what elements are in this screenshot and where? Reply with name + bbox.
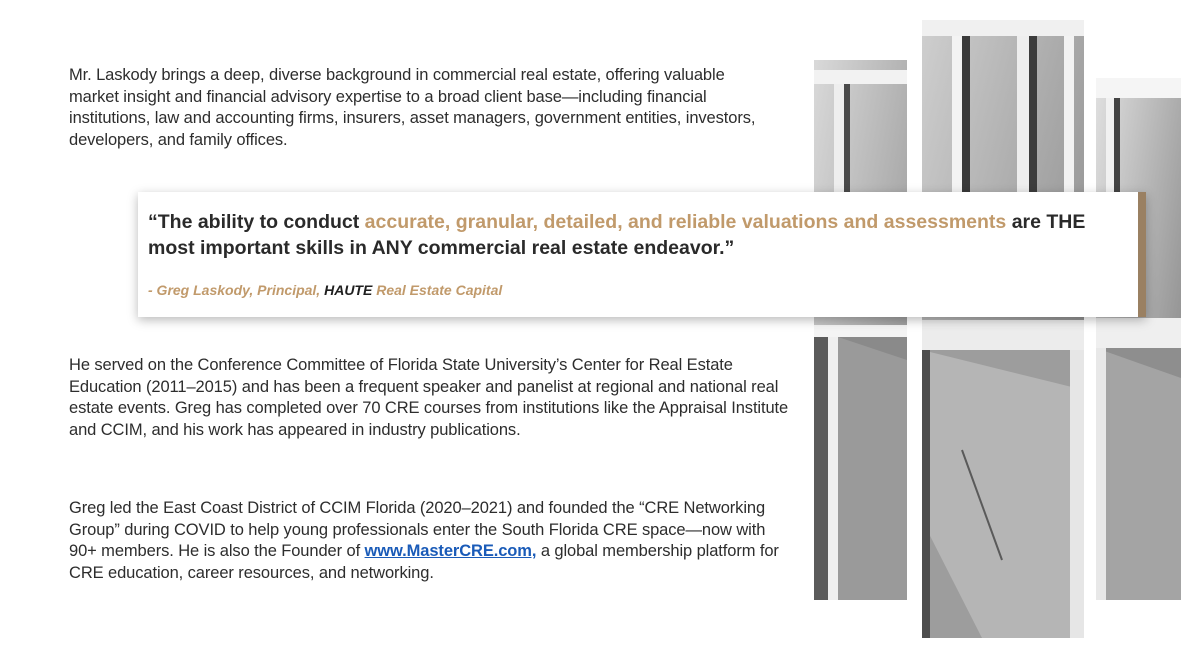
quote-text-part1: “The ability to conduct	[148, 211, 365, 233]
building-image-strip-1	[814, 60, 907, 600]
building-image-strip-3	[1096, 78, 1181, 600]
quote-text	[148, 209, 1123, 261]
mastercre-link[interactable]: www.MasterCRE.com,	[364, 542, 537, 560]
attribution-prefix: - Greg Laskody, Principal,	[148, 282, 325, 298]
attribution-suffix: Real Estate Capital	[372, 282, 503, 298]
leadership-text-after-link: a global membership platform for CRE education, career resources, and networking.	[69, 542, 779, 582]
quote-attribution	[148, 282, 502, 298]
leadership-text-before-link: Greg led the East Coast District of CCIM Florida (2020–2021) and founded the “CRE Networking Group” during COVID to help young professionals enter the South Florida CRE space—now with 90+ members. He is also the Founder of	[69, 499, 766, 560]
intro-paragraph: Mr. Laskody brings a deep, diverse background in commercial real estate, offering valuable market insight and financial advisory expertise to a broad client base—including financial institutions, law and accounting firms, insurers, asset managers, government entities, investors, developers, and family offices.	[69, 66, 756, 149]
attribution-brand: HAUTE	[324, 282, 373, 298]
experience-paragraph: He served on the Conference Committee of Florida State University’s Center for Real Estate Education (2011–2015) and has been a frequent speaker and panelist at regional and national real estate events. Greg has completed over 70 CRE courses from institutions like the Appraisal Institute and CCIM, and his work has appeared in industry publications.	[69, 356, 789, 439]
quote-card	[138, 192, 1146, 317]
quote-highlight: accurate, granular, detailed, and reliable valuations and assessments	[364, 211, 1007, 233]
quote-text-part2: are THE most important skills in ANY commercial real estate endeavor.”	[148, 211, 1086, 259]
building-image-strip-2	[922, 20, 1084, 638]
leadership-paragraph	[69, 498, 794, 584]
